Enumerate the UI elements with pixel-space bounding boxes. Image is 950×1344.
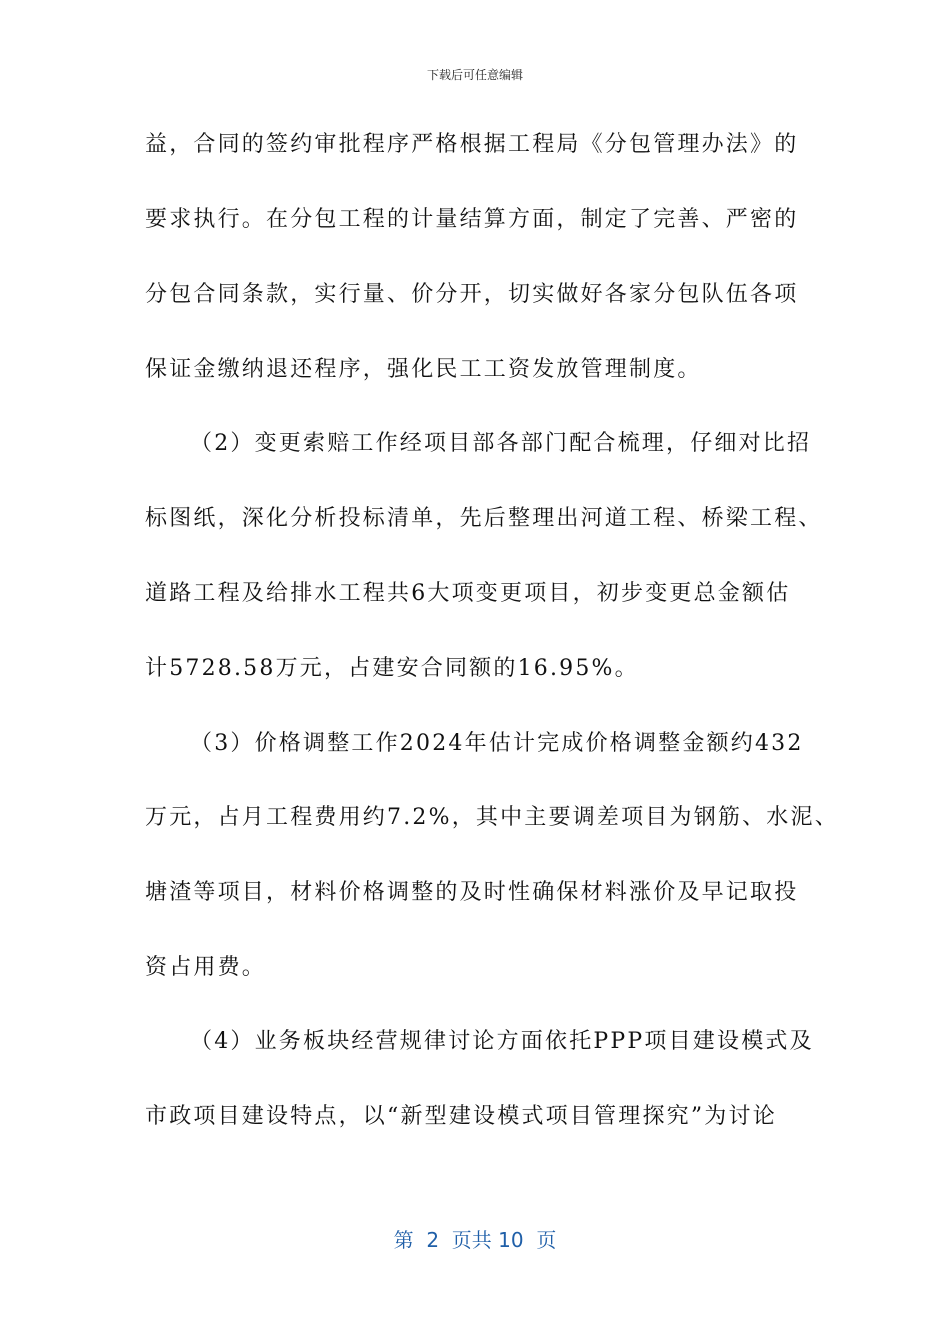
text-line: 益，合同的签约审批程序严格根据工程局《分包管理办法》的 [145, 132, 799, 157]
text-line: 道路工程及给排水工程共6大项变更项目，初步变更总金额估 [145, 581, 791, 606]
text-line: 资占用费。 [145, 955, 267, 980]
text-line: 保证金缴纳退还程序，强化民工工资发放管理制度。 [145, 357, 702, 382]
text-line: 万元，占月工程费用约7.2%，其中主要调差项目为钢筋、水泥、 [145, 805, 839, 830]
page-number-footer: 第 2 页共 10 页 [393, 1228, 557, 1252]
paragraph-start-line: （3）价格调整工作2024年估计完成价格调整金额约432 [190, 731, 804, 756]
text-line: 标图纸，深化分析投标清单，先后整理出河道工程、桥梁工程、 [145, 506, 823, 531]
paragraph-start-line: （4）业务板块经营规律讨论方面依托PPP项目建设模式及 [190, 1029, 814, 1054]
text-line: 要求执行。在分包工程的计量结算方面，制定了完善、严密的 [145, 207, 799, 232]
text-line: 分包合同条款，实行量、价分开，切实做好各家分包队伍各项 [145, 282, 799, 307]
text-line: 塘渣等项目，材料价格调整的及时性确保材料涨价及早记取投 [145, 880, 799, 905]
paragraph-start-line: （2）变更索赔工作经项目部各部门配合梳理，仔细对比招 [190, 431, 812, 456]
page-header: 下载后可任意编辑 [426, 68, 523, 82]
text-line: 市政项目建设特点，以“新型建设模式项目管理探究”为讨论 [145, 1104, 777, 1129]
text-line: 计5728.58万元，占建安合同额的16.95%。 [145, 656, 639, 681]
